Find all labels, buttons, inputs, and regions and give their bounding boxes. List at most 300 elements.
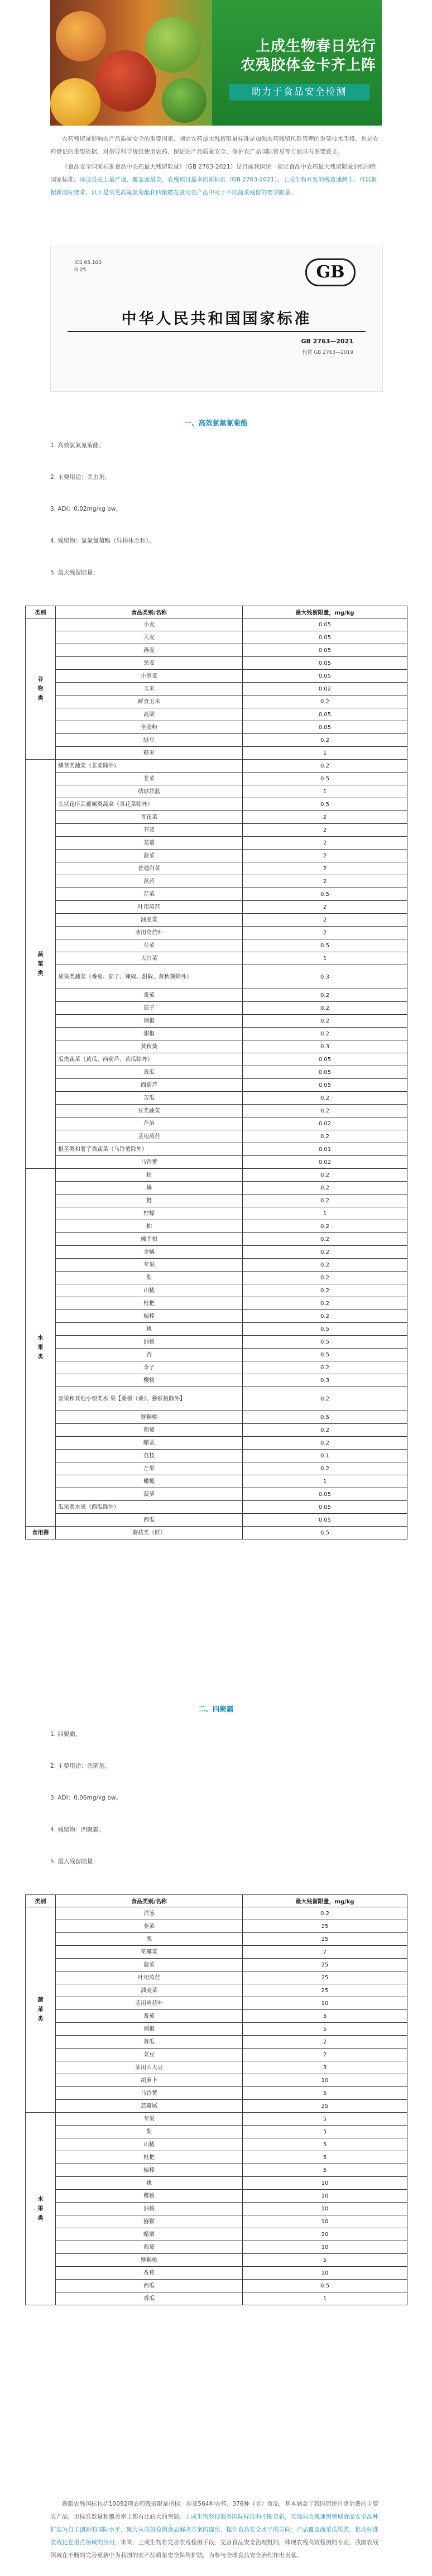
mrl-value-cell: 0.2: [243, 695, 407, 708]
table-row: [26, 1501, 407, 1514]
food-name-cell: 鳞茎类蔬菜（韭菜除外）: [56, 760, 243, 773]
table-row: [26, 1411, 407, 1424]
food-name-cell: 西瓜: [56, 2280, 243, 2292]
mrl-value-cell: 0.02: [243, 1117, 407, 1130]
food-name-cell: 某用山大豆: [56, 2061, 243, 2074]
table-row: [26, 798, 407, 811]
food-name-cell: 菜薹: [56, 837, 243, 850]
table-row: [26, 1028, 407, 1040]
mrl-value-cell: 0.2: [243, 734, 407, 747]
food-name-cell: 桃: [56, 2177, 243, 2190]
food-name-cell: 金橘: [56, 1246, 243, 1259]
food-name-cell: 葡萄: [56, 1424, 243, 1437]
mrl-value-cell: 0.05: [243, 1066, 407, 1079]
category-cell: 水 果 类: [26, 1169, 56, 1527]
vegetable-illustration: [56, 11, 106, 61]
table-row: [26, 2190, 407, 2203]
table-row: [26, 2254, 407, 2267]
food-name-cell: 叶用莴苣: [56, 901, 243, 914]
mrl-value-cell: 0.2: [243, 1169, 407, 1182]
food-name-cell: 榅桲: [56, 2164, 243, 2177]
promo-banner: [50, 0, 382, 126]
table-row: [26, 1246, 407, 1259]
food-name-cell: 青花菜: [56, 811, 243, 824]
food-name-cell: 根茎类和薯芋类蔬菜（马铃薯除外）: [56, 1143, 243, 1156]
mrl-value-cell: 0.2: [243, 1284, 407, 1297]
food-name-cell: 黄秋葵: [56, 1040, 243, 1053]
table-row: [26, 1971, 407, 1984]
mrl-value-cell: 0.05: [243, 618, 407, 631]
table-row: [26, 1195, 407, 1207]
table-row: [26, 888, 407, 901]
mrl-value-cell: 0.2: [243, 1105, 407, 1117]
food-name-cell: 茎用莴苣叶: [56, 1997, 243, 2010]
table-row: [26, 785, 407, 798]
closing-text-plain: 新版农残国标包括10092项农药残留限量指标，涉及564种农药、376种（类）食品，基本涵盖了我国居民日常消费的主要农产品，也标准数量和覆盖率上都有比较大的突破。: [50, 2501, 378, 2520]
mrl-value-cell: 0.2: [243, 989, 407, 1002]
table-row: [26, 824, 407, 837]
table-row: [26, 2203, 407, 2215]
table-row: [26, 952, 407, 965]
food-name-cell: 番茄: [56, 2010, 243, 2023]
mrl-value-cell: 1: [243, 747, 407, 760]
food-name-cell: 韭菜: [56, 773, 243, 785]
table-row: [26, 1207, 407, 1220]
mrl-value-cell: 0.2: [243, 1387, 407, 1411]
table-row: [26, 1079, 407, 1092]
mrl-value-cell: 5: [243, 2010, 407, 2023]
mrl-value-cell: 1: [243, 952, 407, 965]
mrl-value-cell: 25: [243, 1920, 407, 1933]
mrl-table-2: [25, 1894, 407, 2305]
info-line: 2. 主要用途：杀虫剂。: [50, 474, 111, 481]
table-row: [26, 695, 407, 708]
table-row: [26, 1297, 407, 1310]
mrl-value-cell: 10: [243, 2215, 407, 2228]
mrl-value-cell: 0.5: [243, 1527, 407, 1539]
table-row: [26, 811, 407, 824]
mrl-value-cell: 0.2: [243, 1437, 407, 1450]
food-name-cell: 桃: [56, 1323, 243, 1336]
food-name-cell: 大白菜: [56, 952, 243, 965]
food-name-cell: 甜椒: [56, 1028, 243, 1040]
mrl-value-cell: 0.05: [243, 644, 407, 657]
food-name-cell: 李子: [56, 1361, 243, 1374]
table-row: [26, 1040, 407, 1053]
ics-code: ICS 65.100: [74, 260, 102, 266]
table-row: [26, 618, 407, 631]
table-row: [26, 837, 407, 850]
banner-title-line2: 农残胶体金卡齐上阵: [240, 57, 376, 74]
intro-paragraph: [50, 161, 382, 199]
table-row: [26, 1130, 407, 1143]
mrl-value-cell: 1: [243, 1475, 407, 1488]
mrl-value-cell: 0.05: [243, 1501, 407, 1514]
table-row: [26, 927, 407, 939]
food-name-cell: 枇杷: [56, 2151, 243, 2164]
mrl-value-cell: 10: [243, 2190, 407, 2203]
food-name-cell: 油麦菜: [56, 1984, 243, 1997]
food-name-cell: 番茄: [56, 989, 243, 1002]
table-row: [26, 1959, 407, 1971]
table-row: [26, 1233, 407, 1246]
mrl-value-cell: 0.2: [243, 1220, 407, 1233]
mrl-value-cell: 3: [243, 2061, 407, 2074]
closing-text: [50, 2498, 382, 2562]
mrl-value-cell: 0.2: [243, 760, 407, 773]
table-row: [26, 1997, 407, 2010]
section-title-1: 一、高效氯氟氰菊酯: [184, 419, 248, 427]
food-name-cell: 苦瓜: [56, 1092, 243, 1105]
mrl-value-cell: 5: [243, 2138, 407, 2151]
table-header-row: [26, 606, 407, 618]
mrl-value-cell: 0.2: [243, 1195, 407, 1207]
food-name-cell: 橘: [56, 1182, 243, 1195]
food-name-cell: 樱桃: [56, 1374, 243, 1387]
table-row: [26, 2267, 407, 2280]
table-row: [26, 1424, 407, 1437]
table-row: [26, 875, 407, 888]
gb-classification: [74, 260, 102, 274]
mrl-value-cell: 10: [243, 1997, 407, 2010]
ccs-code: G 25: [74, 267, 87, 273]
food-name-cell: 瓜类蔬菜（黄瓜、西葫芦、苦瓜除外）: [56, 1053, 243, 1066]
info-line: 3. ADI：0.02mg/kg bw。: [50, 506, 122, 512]
food-name-cell: 猕猴桃: [56, 2254, 243, 2267]
table-row: [26, 1336, 407, 1349]
mrl-value-cell: 0.02: [243, 683, 407, 695]
mrl-value-cell: 2: [243, 927, 407, 939]
table-row: [26, 1920, 407, 1933]
table-row: [26, 965, 407, 989]
table-row: [26, 1092, 407, 1105]
mrl-value-cell: 0.2: [243, 1297, 407, 1310]
intro-text-highlight: 该这是史上最严谨，覆盖面最全，农残项目最多的新标准（GB 2763-2021）。上成生物开发的残留速测卡，可以根据新国标要求，以下是常见高氟氰菊酯和四聚霸在食用农产品中对于不同蔬菜残留的要求限量。: [50, 176, 377, 196]
mrl-value-cell: 1: [243, 785, 407, 798]
food-name-cell: 荔枝: [56, 1450, 243, 1462]
table-row: [26, 2177, 407, 2190]
table-row: [26, 773, 407, 785]
food-name-cell: 佛手柑: [56, 1233, 243, 1246]
food-name-cell: 菠菜: [56, 850, 243, 862]
closing-paragraph: [50, 2498, 382, 2562]
table-row: [26, 747, 407, 760]
table-row: [26, 2061, 407, 2074]
table-row: [26, 1066, 407, 1079]
gb-number: GB 2763—2021: [301, 338, 353, 345]
mrl-value-cell: 0.5: [243, 2280, 407, 2292]
food-name-cell: 糙米: [56, 747, 243, 760]
table-row: [26, 1437, 407, 1450]
table-row: [26, 1450, 407, 1462]
table-row: [26, 670, 407, 683]
food-name-cell: 柑: [56, 1169, 243, 1182]
mrl-value-cell: 0.01: [243, 1143, 407, 1156]
table-row: [26, 760, 407, 773]
food-name-cell: 茄子: [56, 1002, 243, 1015]
food-name-cell: 韭菜: [56, 1920, 243, 1933]
column-header: 食品类别/名称: [56, 1895, 243, 1907]
table-row: [26, 1284, 407, 1297]
mrl-value-cell: 25: [243, 1984, 407, 1997]
mrl-value-cell: 10: [243, 2267, 407, 2280]
food-name-cell: 柚: [56, 1220, 243, 1233]
table-row: [26, 1272, 407, 1284]
table-row: [26, 1310, 407, 1323]
food-name-cell: 芒果: [56, 1462, 243, 1475]
column-header: 类别: [26, 1895, 56, 1907]
intro-paragraph: 农药残留量影响农产品质量安全的重要因素，制定农药最大残留限量标准是加强农药残留风险管理的重要技术手段，也是农药登记的重要依据，对指导科学规范使用农药、保证农产品质量安全、保护农产品国际贸易等方面具有重要意义。: [50, 136, 378, 155]
mrl-value-cell: 2: [243, 2036, 407, 2049]
food-name-cell: 葱: [56, 1933, 243, 1946]
food-name-cell: 榅桲: [56, 1310, 243, 1323]
table-row: [26, 2087, 407, 2100]
table-row: [26, 1933, 407, 1946]
food-name-cell: 菠菜: [56, 1959, 243, 1971]
mrl-value-cell: 0.2: [243, 1424, 407, 1437]
food-name-cell: 玉米: [56, 683, 243, 695]
mrl-value-cell: 0.02: [243, 1156, 407, 1169]
table-row: [26, 1462, 407, 1475]
mrl-value-cell: 20: [243, 2228, 407, 2241]
table-row: [26, 850, 407, 862]
mrl-value-cell: 0.5: [243, 888, 407, 901]
food-name-cell: 黑麦: [56, 657, 243, 670]
table-row: [26, 1488, 407, 1501]
mrl-value-cell: 2: [243, 837, 407, 850]
table-row: [26, 1907, 407, 1920]
table-row: [26, 2215, 407, 2228]
info-line: 4. 残留物：氯氟氰菊酯（异构体之和）。: [50, 538, 155, 544]
table-row: [26, 1156, 407, 1169]
table-row: [26, 2151, 407, 2164]
info-line: 1. 四聚霸。: [50, 1731, 81, 1738]
food-name-cell: 茎用莴苣: [56, 1130, 243, 1143]
food-name-cell: 菜豆: [56, 2049, 243, 2061]
food-name-cell: 小麦: [56, 618, 243, 631]
mrl-value-cell: 0.05: [243, 1514, 407, 1527]
food-name-cell: 高粱: [56, 708, 243, 721]
mrl-value-cell: 0.2: [243, 1907, 407, 1920]
table-row: [26, 1053, 407, 1066]
food-name-cell: 全麦粉: [56, 721, 243, 734]
column-header: 食品类别/名称: [56, 606, 243, 618]
info-line: 1. 高效氯氟氰菊酯。: [50, 442, 105, 449]
category-cell: 水 果 类: [26, 2113, 56, 2305]
mrl-value-cell: 1: [243, 1207, 407, 1220]
food-name-cell: 油桃: [56, 1336, 243, 1349]
gb-document-title: 中华人民共和国国家标准: [121, 310, 312, 328]
table-row: [26, 683, 407, 695]
table-row: [26, 914, 407, 927]
info-line: 5. 最大残留限量：: [50, 569, 99, 576]
mrl-value-cell: 2: [243, 914, 407, 927]
food-name-cell: 大麦: [56, 631, 243, 644]
mrl-value-cell: 2: [243, 811, 407, 824]
food-name-cell: 黄瓜: [56, 2036, 243, 2049]
mrl-value-cell: 0.2: [243, 1272, 407, 1284]
food-name-cell: 花椰菜: [56, 1946, 243, 1959]
table-row: [26, 862, 407, 875]
table-row: [26, 657, 407, 670]
table-row: [26, 2049, 407, 2061]
mrl-value-cell: 0.2: [243, 1182, 407, 1195]
table-row: [26, 1182, 407, 1195]
food-name-cell: 小黑麦: [56, 670, 243, 683]
mrl-value-cell: 5: [243, 2164, 407, 2177]
table-row: [26, 2113, 407, 2126]
table-row: [26, 2241, 407, 2254]
mrl-value-cell: 2: [243, 862, 407, 875]
mrl-value-cell: 7: [243, 1946, 407, 1959]
table-row: [26, 1475, 407, 1488]
table-row: [26, 1002, 407, 1015]
mrl-value-cell: 2: [243, 875, 407, 888]
food-name-cell: 洋葱: [56, 1907, 243, 1920]
mrl-value-cell: 0.2: [243, 1361, 407, 1374]
mrl-value-cell: 0.2: [243, 1233, 407, 1246]
table-row: [26, 2164, 407, 2177]
closing-text-highlight: 上成生物坚持服务国际标准的不断更新，实现向农残速测领域食品安全品种扩展为自主创新的国际水平，聚力从高氯检测食品解决方案的提出，提升食品安全水平的方向；产品覆盖蔬菜瓜果类，推动标准农残化在重点领域的应用，: [50, 2513, 378, 2546]
mrl-value-cell: 10: [243, 2177, 407, 2190]
mrl-value-cell: 25: [243, 1959, 407, 1971]
table-row: [26, 2126, 407, 2138]
food-name-cell: 醋栗: [56, 1437, 243, 1450]
food-name-cell: 枇杷: [56, 1297, 243, 1310]
column-header: 类别: [26, 606, 56, 618]
mrl-value-cell: 0.5: [243, 1336, 407, 1349]
mrl-value-cell: 0.2: [243, 1130, 407, 1143]
mrl-value-cell: 0.2: [243, 1462, 407, 1475]
mrl-value-cell: 0.05: [243, 708, 407, 721]
food-name-cell: 黄瓜: [56, 1066, 243, 1079]
food-name-cell: 香蕉: [56, 2267, 243, 2280]
column-header: 最大残留限量，mg/kg: [243, 1895, 407, 1907]
table-row: [26, 1984, 407, 1997]
mrl-value-cell: 2: [243, 850, 407, 862]
food-name-cell: 豆类蔬菜: [56, 1105, 243, 1117]
table-row: [26, 1514, 407, 1527]
table-row: [26, 1143, 407, 1156]
mrl-value-cell: 0.3: [243, 965, 407, 989]
divider: [68, 331, 366, 332]
food-name-cell: 醋栗: [56, 2228, 243, 2241]
food-name-cell: 蘑菇类（鲜）: [56, 1527, 243, 1539]
table-row: [26, 1527, 407, 1539]
table-row: [26, 2228, 407, 2241]
banner-title-line1: 上成生物春日先行: [255, 38, 376, 55]
table-row: [26, 2074, 407, 2087]
mrl-table-1: [25, 606, 407, 1539]
food-name-cell: 芹菜: [56, 888, 243, 901]
food-name-cell: 芥蓝: [56, 824, 243, 837]
food-name-cell: 芸薹属: [56, 2100, 243, 2113]
banner-subtitle: 助力于食品安全检测: [229, 84, 369, 100]
mrl-value-cell: 0.05: [243, 1053, 407, 1066]
mrl-value-cell: 0.2: [243, 1092, 407, 1105]
food-name-cell: 芦笋: [56, 1117, 243, 1130]
mrl-value-cell: 0.2: [243, 1002, 407, 1015]
gb-standard-cover-image: [50, 246, 383, 392]
mrl-value-cell: 0.3: [243, 1040, 407, 1053]
food-name-cell: 猕猴: [56, 2215, 243, 2228]
food-name-cell: 菠萝: [56, 1488, 243, 1501]
food-name-cell: 茎用莴苣叶: [56, 927, 243, 939]
mrl-value-cell: 0.5: [243, 773, 407, 785]
closing-text-plain: 未来，上成生物将完善农残检测手段，完善食品安全治理机制，体现农残高效检测的专业，我国农残领域在不断的完善更新中为我国的农产品质量安全保驾护航，为参与全球食品安全治理作出贡献。: [50, 2539, 378, 2559]
mrl-value-cell: 0.1: [243, 1450, 407, 1462]
food-name-cell: 辣椒: [56, 1015, 243, 1028]
food-name-cell: 油桃: [56, 2203, 243, 2215]
mrl-value-cell: 0.2: [243, 1246, 407, 1259]
mrl-value-cell: 5: [243, 2126, 407, 2138]
food-name-cell: 梨: [56, 2126, 243, 2138]
table-row: [26, 2292, 407, 2305]
table-row: [26, 1946, 407, 1959]
food-name-cell: 莴苣: [56, 875, 243, 888]
food-name-cell: 柠檬: [56, 1207, 243, 1220]
food-name-cell: 西瓜: [56, 1514, 243, 1527]
food-name-cell: 马铃薯: [56, 1156, 243, 1169]
food-name-cell: 燕麦: [56, 644, 243, 657]
mrl-value-cell: 25: [243, 2100, 407, 2113]
food-name-cell: 头状花序芸薹属类蔬菜（青花菜除外）: [56, 798, 243, 811]
vegetable-illustration: [162, 78, 207, 123]
column-header: 最大残留限量，mg/kg: [243, 606, 407, 618]
info-line: 3. ADI：0.06mg/kg bw。: [50, 1795, 122, 1801]
category-cell: 食用菌: [26, 1527, 56, 1539]
mrl-value-cell: 0.05: [243, 721, 407, 734]
mrl-value-cell: 2: [243, 2049, 407, 2061]
mrl-value-cell: 0.05: [243, 631, 407, 644]
food-name-cell: 杏: [56, 1349, 243, 1361]
mrl-value-cell: 0.5: [243, 939, 407, 952]
intro-text: [50, 133, 382, 202]
table-header-row: [26, 1895, 407, 1907]
table-row: [26, 708, 407, 721]
mrl-value-cell: 5: [243, 2023, 407, 2036]
food-name-cell: 马铃薯: [56, 2087, 243, 2100]
mrl-value-cell: 5: [243, 2113, 407, 2126]
table-row: [26, 721, 407, 734]
vegetable-illustration: [50, 78, 100, 126]
food-name-cell: 鲜食玉米: [56, 695, 243, 708]
table-row: [26, 1374, 407, 1387]
mrl-value-cell: 0.2: [243, 1310, 407, 1323]
table-row: [26, 1323, 407, 1336]
category-cell: 谷 物 类: [26, 618, 56, 760]
mrl-value-cell: 5: [243, 2254, 407, 2267]
food-name-cell: 结球甘蓝: [56, 785, 243, 798]
mrl-value-cell: 1: [243, 2292, 407, 2305]
table-row: [26, 2010, 407, 2023]
category-cell: 蔬 菜 类: [26, 1907, 56, 2113]
food-name-cell: 橄榄: [56, 1475, 243, 1488]
mrl-value-cell: 0.05: [243, 657, 407, 670]
mrl-value-cell: 0.05: [243, 1079, 407, 1092]
table-row: [26, 1169, 407, 1182]
table-row: [26, 1259, 407, 1272]
mrl-value-cell: 2: [243, 824, 407, 837]
table-row: [26, 2138, 407, 2151]
info-line: 5. 最大残留限量：: [50, 1858, 99, 1865]
gb-logo: GB: [305, 258, 356, 286]
mrl-value-cell: 0.5: [243, 1411, 407, 1424]
mrl-value-cell: 25: [243, 1971, 407, 1984]
food-name-cell: 山楂: [56, 1284, 243, 1297]
table-row: [26, 901, 407, 914]
table-row: [26, 1105, 407, 1117]
